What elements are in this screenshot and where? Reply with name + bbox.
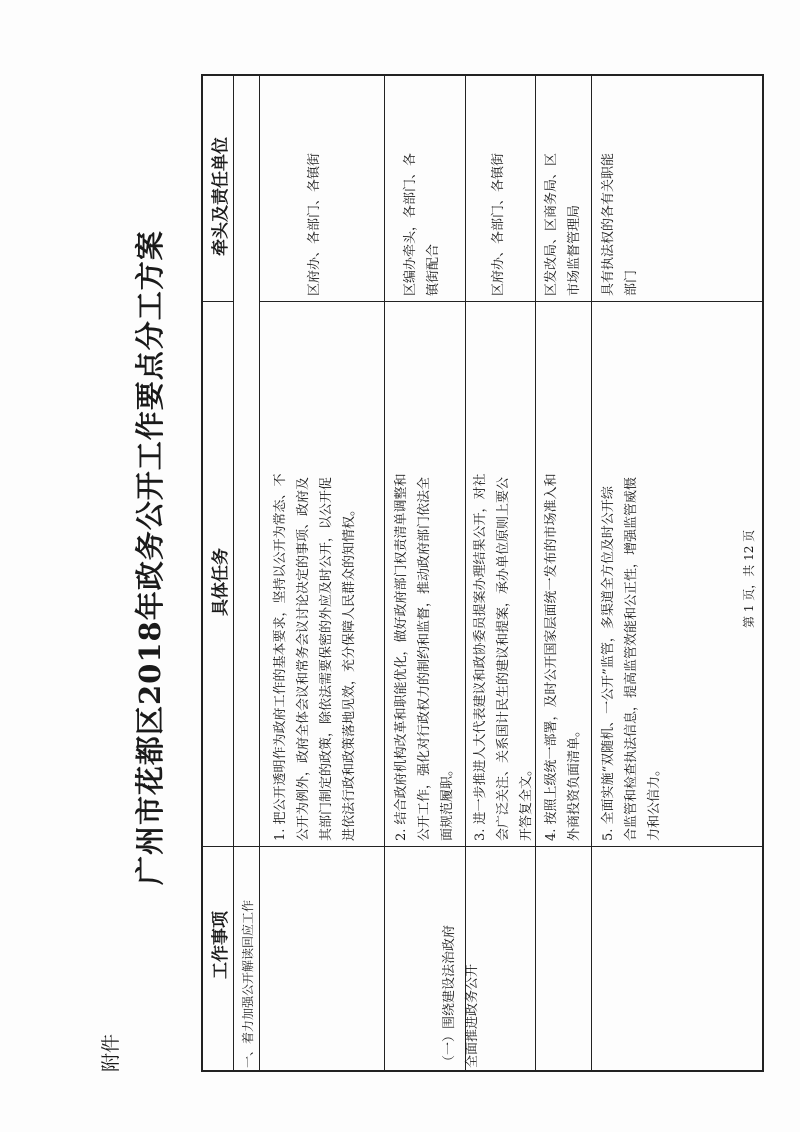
- responsible-cell-4: [540, 153, 586, 296]
- responsible-line: 区发改局、区商务局、区: [544, 152, 559, 296]
- responsible-line: 区府办、各部门、各镇街: [491, 152, 506, 296]
- subsection-work-item: [438, 925, 484, 1068]
- responsible-cell-2: [399, 153, 445, 296]
- responsible-cell-1: [303, 153, 326, 296]
- task-line: 公开为例外，政府全体会议和常务会议讨论决定的事项、政府及: [296, 476, 311, 841]
- task-cell-2: [390, 473, 459, 841]
- attachment-label: 附件: [100, 1033, 122, 1072]
- task-line: 外商投资负面清单。: [567, 723, 582, 841]
- row-divider-4: [591, 76, 592, 1070]
- document-title: 广州市花都区2018年政务公开工作要点分工方案: [133, 230, 167, 885]
- header-responsible: 牵头及责任单位: [211, 137, 231, 256]
- task-line: 力和公信力。: [647, 762, 662, 841]
- task-line: 4. 按照上级统一部署，及时公开国家层面统一发布的市场准入和: [544, 473, 559, 841]
- responsible-line: 区府办、各部门、各镇街: [307, 152, 322, 296]
- task-line: 进依法行政和政策落地见效，充分保障人民群众的知情权。: [342, 502, 357, 841]
- task-line: 合监管和检查执法信息，提高监管效能和公正性，增强监管威慑: [624, 476, 639, 841]
- subsection-line: （一）围绕建设法治政府: [442, 924, 457, 1068]
- work-item-column-divider: [203, 846, 764, 847]
- task-line: 其部门制定的政策，除依法需要保密的外应及时公开，以公开促: [319, 476, 334, 841]
- task-cell-1: [269, 473, 361, 841]
- header-task: 具体任务: [211, 548, 231, 616]
- responsible-line: 部门: [624, 269, 639, 296]
- responsible-line: 区编办牵头，各部门、各: [403, 152, 418, 296]
- task-line: 1. 把公开透明作为政府工作的基本要求，坚持以公开为常态、不: [273, 473, 288, 841]
- responsible-cell-3: [487, 153, 510, 296]
- task-line: 2. 结合政府机构改革和职能优化，做好政府部门权责清单调整和: [394, 473, 409, 841]
- section-title: 一、着力加强公开解读回应工作: [241, 899, 255, 1068]
- responsible-line: 具有执法权的各有关职能: [601, 152, 616, 296]
- row-divider-1: [384, 76, 385, 1070]
- row-divider-2: [465, 76, 466, 1070]
- header-work-item: 工作事项: [211, 911, 231, 979]
- task-line: 3. 进一步推进人大代表建议和政协委员提案办理结果公开，对社: [473, 473, 488, 841]
- subsection-line: 全面推进政务公开: [465, 963, 480, 1068]
- task-cell-4: [540, 473, 586, 841]
- task-line: 5. 全面实施“双随机、一公开”监管，多渠道全方位及时公开综: [601, 486, 616, 841]
- task-line: 会广泛关注、关系国计民生的建议和提案，承办单位原则上要公: [496, 476, 511, 841]
- task-line: 面规范履职。: [440, 762, 455, 841]
- header-divider: [233, 76, 234, 1070]
- responsible-cell-5: [597, 153, 643, 296]
- task-resp-divider: [259, 301, 764, 302]
- responsible-line: 市场监督管理局: [567, 204, 582, 296]
- task-line: 公开工作，强化对行政权力的制约和监督，推动政府部门依法全: [417, 476, 432, 841]
- task-cell-3: [469, 473, 538, 841]
- work-division-table: [201, 74, 764, 1072]
- page-number: 第 1 页，共 12 页: [742, 529, 756, 628]
- task-line: 开答复全文。: [519, 762, 534, 841]
- task-cell-5: [597, 477, 666, 841]
- header-task-divider: [203, 301, 233, 302]
- responsible-line: 镇街配合: [426, 243, 441, 296]
